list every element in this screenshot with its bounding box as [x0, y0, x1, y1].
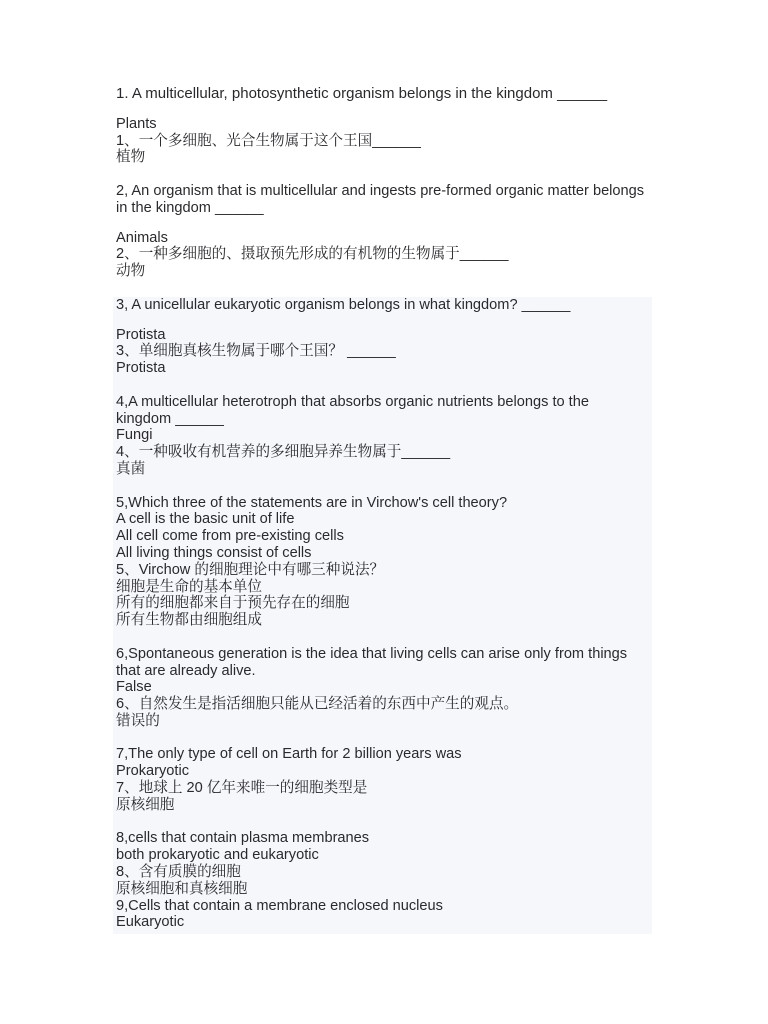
question-block-1: [116, 86, 646, 166]
question-text: 4,A multicellular heterotroph that absorbs organic nutrients belongs to the kingdom ______: [116, 393, 594, 427]
translated-answer: 原核细胞和真核细胞: [116, 880, 248, 897]
translated-answer: 原核细胞: [116, 796, 175, 813]
translated-answer: 细胞是生命的基本单位: [116, 578, 262, 595]
question-block-5: [116, 495, 646, 629]
document-body: [116, 85, 649, 931]
question-text: 8,cells that contain plasma membranes: [116, 830, 370, 847]
translated-question: 5、Virchow 的细胞理论中有哪三种说法？: [116, 561, 385, 578]
question-block-6: [116, 646, 646, 730]
translated-answer: 真菌: [116, 460, 146, 477]
translated-answer: 所有生物都由细胞组成: [116, 612, 262, 629]
question-text: 5,Which three of the statements are in Virchow's cell theory?: [116, 494, 508, 511]
question-text: 6,Spontaneous generation is the idea that living cells can arise only from things that are already alive.: [116, 645, 632, 679]
translated-answer: 错误的: [116, 712, 160, 729]
translated-question: 4、一种吸收有机营养的多细胞异养生物属于______: [116, 444, 451, 461]
answer-text: both prokaryotic and eukaryotic: [116, 847, 319, 864]
answer-text: Animals: [116, 229, 168, 246]
answer-text: Fungi: [116, 427, 153, 444]
question-block-7: [116, 746, 646, 813]
answer-text: Protista: [116, 326, 166, 343]
answer-text: Prokaryotic: [116, 763, 189, 780]
answer-text: All living things consist of cells: [116, 544, 312, 561]
translated-answer: 所有的细胞都来自于预先存在的细胞: [116, 595, 350, 612]
question-text: 2, An organism that is multicellular and ingests pre-formed organic matter belongs in the kingdom ______: [116, 182, 649, 216]
translated-answer: 动物: [116, 263, 146, 280]
answer-text: False: [116, 679, 152, 696]
translated-question: 7、地球上 20 亿年来唯一的细胞类型是: [116, 780, 368, 797]
answer-text: All cell come from pre-existing cells: [116, 528, 344, 545]
question-text: 3, A unicellular eukaryotic organism belongs in what kingdom? ______: [116, 296, 571, 313]
translated-answer: Protista: [116, 360, 166, 377]
translated-question: 6、自然发生是指活细胞只能从已经活着的东西中产生的观点。: [116, 696, 519, 713]
question-text: 7,The only type of cell on Earth for 2 billion years was: [116, 746, 462, 763]
question-block-9: [116, 898, 646, 932]
question-block-8: [116, 830, 646, 897]
question-text: 9,Cells that contain a membrane enclosed nucleus: [116, 897, 443, 914]
translated-question: 3、单细胞真核生物属于哪个王国？ ______: [116, 343, 396, 360]
translated-question: 1、一个多细胞、光合生物属于这个王国______: [116, 132, 421, 149]
question-block-3: [116, 297, 646, 377]
question-text: 1. A multicellular, photosynthetic organism belongs in the kingdom ______: [116, 85, 608, 102]
translated-question: 8、含有质膜的细胞: [116, 864, 241, 881]
question-block-4: [116, 394, 646, 478]
question-block-2: [116, 182, 649, 280]
answer-text: Plants: [116, 115, 157, 132]
translated-answer: 植物: [116, 149, 146, 166]
answer-text: A cell is the basic unit of life: [116, 511, 295, 528]
translated-question: 2、一种多细胞的、摄取预先形成的有机物的生物属于______: [116, 246, 509, 263]
answer-text: Eukaryotic: [116, 914, 185, 931]
